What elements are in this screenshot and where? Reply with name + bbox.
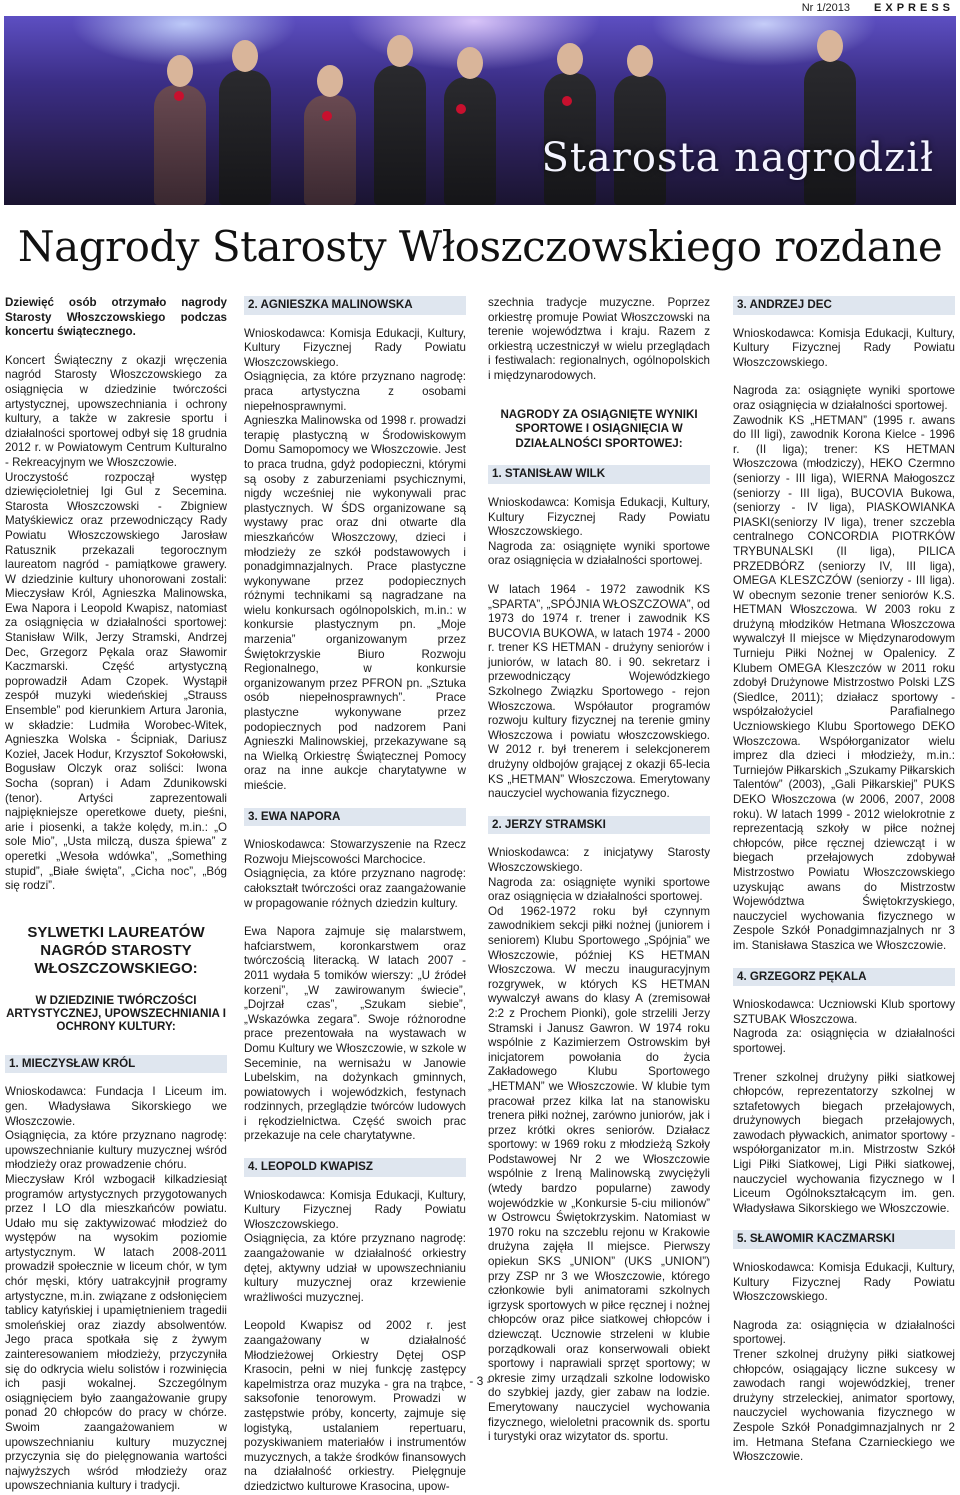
paragraph: Nagroda za: osiągnięcia w działalności sportowej.: [733, 1318, 955, 1347]
paragraph: Agnieszka Malinowska od 1998 r. prowadzi terapię plastyczną w Środowiskowym Domu Samopomocy we Włoszczowie. Jest to praca trudna, gdyż podopieczni, którymi są osoby z zaburzeniami psychicznymi, nigdy wcześniej nie wykonywali prac plastycznych. W ŚDS organizowane są wystawy prac oraz dni otwarte dla mieszkańców Włoszczowy, dzieci i młodzieży ze szkół podstawowych i ponadgimnazjalnych. Prace plastyczne wykonywane przez podopiecznych różnymi technikami są nagradzane na wielu konkursach ogólnopolskich, m.in.: w konkursie plastycznym pn. „Moje marzenia” organizowanym przez Świętokrzyskie Biuro Rozwoju Regionalnego, w konkursie organizowanym przez PFRON pn. „Sztuka osób niepełnosprawnych”. Prace plastyczne wykonywane przez podopiecznych pod nadzorem Pani Agnieszki Malinowskiej, przekazywane są na Wielką Orkiestrę Świątecznej Pomocy oraz na inne aukcje charytatywne w mieście.: [244, 414, 466, 792]
section-subheading: W DZIEDZINIE TWÓRCZOŚCI ARTYSTYCZNEJ, UPOWSZECHNIANIA I OCHRONY KULTURY:: [6, 993, 226, 1033]
laureate-heading: 5. SŁAWOMIR KACZMARSKI: [733, 1230, 955, 1249]
paragraph: Osiągnięcia, za które przyznano nagrodę: praca artystyczna z osobami niepełnosprawnymi.: [244, 370, 466, 413]
rose-icon: [456, 104, 466, 114]
paragraph: Wnioskodawca: Komisja Edukacji, Kultury, Kultury Fizycznej Rady Powiatu Włoszczowskiego.: [244, 326, 466, 369]
paragraph: Nagroda za: osiągnięte wyniki sportowe oraz osiągnięcia w działalności sportowej.: [488, 539, 710, 568]
paragraph: Wnioskodawca: z inicjatywy Starosty Włoszczowskiego.: [488, 846, 710, 874]
rose-icon: [562, 96, 572, 106]
laureate-heading: 1. STANISŁAW WILK: [488, 465, 710, 484]
laureate-figure: [154, 85, 206, 205]
paragraph: Wnioskodawca: Fundacja I Liceum im. gen. Władysława Sikorskiego we Włoszczowie.: [5, 1085, 227, 1128]
column-2: [244, 296, 466, 1495]
laureate-heading: 1. MIECZYSŁAW KRÓL: [5, 1055, 227, 1074]
article-title: Nagrody Starosty Włoszczowskiego rozdane: [17, 222, 943, 271]
brand-name: EXPRESS: [874, 2, 954, 14]
page-header: [0, 0, 960, 16]
paragraph: Wnioskodawca: Uczniowski Klub sportowy SZTUBAK Włoszczowa.: [733, 998, 955, 1026]
paragraph: Wnioskodawca: Komisja Edukacji, Kultury, Kultury Fizycznej Rady Powiatu Włoszczowskiego.: [244, 1188, 466, 1231]
laureate-heading: 4. LEOPOLD KWAPISZ: [244, 1158, 466, 1177]
paragraph: Leopold Kwapisz od 2002 r. jest zaangażowany w działalność Młodzieżowej Orkiestry Dętej OSP Krasocin, pełni w niej funkcję zastępcy kapelmistrza oraz muzyka - gra na trąbce, saksofonie tenorowym. Prowadzi w zastępstwie próby, koncerty, zajmuje się logistyką, ustalaniem repertuaru, pozyskiwaniem materiałów i instrumentów muzycznych, a także środków finansowych na działalność orkiestry. Pielęgnuje dziedzictwo kulturowe Krasocina, upow-: [244, 1319, 466, 1493]
laureate-figure: [804, 60, 856, 205]
paragraph: Wnioskodawca: Stowarzyszenie na Rzecz Rozwoju Miejscowości Marchocice.: [244, 838, 466, 866]
paragraph: Ewa Napora zajmuje się malarstwem, hafciarstwem, koronkarstwem oraz twórczością literacką. W latach 2007 - 2011 wydała 5 tomików wierszy: „U źródeł korzeni”, „W zawirowanym świecie”, „Dojrzał czas”, „Szukam siebie”, „Wskazówka zegara”. Swoje różnorodne prace prezentowała na wystawach w Domu Kultury we Włoszczowie, w szkole w Seceminie, na wernisażu w Janowie Lubelskim, na dożynkach gminnych, powiatowych i wojewódzkich, festynach rodzinnych, przeglądzie twórców ludowych i rękodzielnictwa. Część swoich prac przekazuje na cele charytatywne.: [244, 925, 466, 1143]
article-lead: Dziewięć osób otrzymało nagrody Starosty Włoszczowskiego podczas koncertu świątecznego.: [5, 296, 227, 339]
issue-number: Nr 1/2013: [801, 2, 850, 14]
paragraph: Od 1962-1972 roku był czynnym zawodnikiem sekcji piłki nożnej (juniorem i seniorem) Klubu Sportowego „Spójnia” we Włoszczowie, później KS HETMAN Włoszczowa. W meczu inauguracyjnym rozgrywek, w których KS HETMAN wywalczył awans do klasy A (zremisował 2:2 z Prochem Pionki), gole strzelili Jerzy Stramski i Janusz Gawron. W 1974 roku wspólnie z Kazimierzem Ostrowskim był inicjatorem powołania do życia Zakładowego Klubu Sportowego „HETMAN” we Włoszczowie. W klubie tym pracował przez kilka lat na stanowisku trenera piłki nożnej, zarówno juniorów, jak i przez krótki okres seniorów. Działacz sportowy: w 1969 roku z młodzieżą Szkoły Podstawowej Nr 2 we Włoszczowie wspólnie z Ireną Malinowską zwyciężyli (wtedy bardzo popularne) zawody wojewódzkie w „Konkursie 5-ciu milionów” w Ostrowcu Świętokrzyskim. Natomiast w 1970 roku na szczeblu rejonu w Krakowie drużyna zajęła II miejsce. Pierwszy opiekun SKS „UNION” (UKS „UNION”) przy ZSP nr 3 we Włoszczowie, którego członkowie byli animatorami szkolnych igrzysk sportowych w piłce ręcznej i nożnej chłopców oraz piłce siatkowej chłopców i dziewcząt. Ucznowie strzeleni w klubie porządkowali oraz konserwowali obiekt sportowy i naprawiali sprzęt sportowy; w okresie zimy urządzali szkolne lodowisko do szybkiej jazdy, gier zabaw na lodzie. Emerytowany nauczyciel wychowania fizycznego, wieloletni pracownik ds. sportu i turystyki oraz wizytator ds. sportu.: [488, 904, 710, 1444]
laureate-figure: [374, 65, 426, 205]
paragraph: Osiągnięcia, za które przyznano nagrodę: upowszechnianie kultury muzycznej wśród młodzieży oraz prowadzenie chóru.: [5, 1129, 227, 1172]
column-4: [733, 296, 955, 1465]
laureate-heading: 2. JERZY STRAMSKI: [488, 816, 710, 835]
laureate-heading: 3. EWA NAPORA: [244, 808, 466, 827]
section-heading: NAGRODY ZA OSIĄGNIĘTE WYNIKI SPORTOWE I OSIĄGNIĘCIA W DZIAŁALNOŚCI SPORTOWEJ:: [500, 407, 698, 450]
paragraph: Mieczysław Król wzbogacił kilkadziesiąt programów artystycznych przygotowanych przez I LO dla mieszkańców powiatu. Udało mu się zaktywizować młodzież do występów na wysokim poziomie artystycznym. W latach 2008-2011 prowadził społecznie w liceum chór, w tym chór męski, który uatrakcyjnił programy artystyczne, m.in. związane z odsłonięciem tablicy katyńskiej i upamiętnieniem tragedii smoleńskiej oraz ziazdy absolwentów. Jego praca spotkała się z żywym zainteresowaniem młodzieży, przyczyniła się do odkrycia wielu solistów i rozwinięcia ich pasji wokalnej. Szczególnym osiągnięciem było zaangażowanie grupy ponad 20 chłopców do pracy w chórze. Swoim zaangażowaniem w upowszechnianiu kultury muzycznej przyczynia się do pielęgnowania wartości najwyższych wśród młodzieży oraz upowszechniania kultury i tradycji.: [5, 1172, 227, 1493]
section-heading: SYLWETKI LAUREATÓW NAGRÓD STAROSTY WŁOSZCZOWSKIEGO:: [27, 923, 205, 977]
rose-icon: [174, 91, 184, 101]
paragraph: Osiągnięcia, za które przyznano nagrodę: zaangażowanie w działalność orkiestry dętej, aktywny udział w upowszechnianiu kultury muzycznej oraz krzewienie wrażliwości muzycznej.: [244, 1232, 466, 1304]
page-number: - 3 -: [469, 1374, 491, 1388]
laureate-figure: [444, 77, 496, 205]
column-3: [488, 296, 710, 1445]
paragraph: Zawodnik KS „HETMAN” (1995 r. awans do III ligi), zawodnik Korona Kielce - 1996 r. (II liga); trener: KS HETMAN Włoszczowa (młodziczy), HEKO Czermno (seniorzy - III liga), WIERNA Małogoszcz (seniorzy - III liga), BUCOVIA Bukowa, (seniorzy - IV liga), PIASKOWIANKA PIASKI(seniorzy IV liga), trener szczebla centralnego CONCORDIA PIOTRKÓW TRYBUNALSKI (II liga), PILICA PRZEDBÓRZ (seniorzy IV, III liga), OMEGA KLESZCZÓW (seniorzy - III liga). W obecnym sezonie trener seniorów K.S. HETMAN Włoszczowa. W 2003 roku z drużyną młodzików Hetmana Włoszczowa wywalczył II miejsce w Międzynarodowym Turnieju Piłki Nożnej w Opalenicy. Z Klubem OMEGA Kleszczów w 2011 roku zdobył Drużynowe Mistrzostwo Polski LZS (Siedlce, 2011); działacz sportowy - współzałożyciel Parafialnego Uczniowskiego Klubu Sportowego DEKO Włoszczowa. Współorganizator wielu imprez dla dzieci i młodzieży, m.in.: Turniejów Piłkarskich „Szukamy Piłkarskich Talentów” (2003), „Gali Piłkarskiej” PUKS DEKO Włoszczowa (w 2006, 2007, 2008 roku). W latach 1999 - 2012 wielokrotnie z reprezentacją szkoły w piłce nożnej chłopców, piłce ręcznej dziewcząt i w biegach przełajowych zdobywał Mistrzostwo Powiatu Włoszczowskiego uzyskując awans do Mistrzostw Województwa Świętokrzyskiego, nauczyciel wychowania fizycznego w Zespole Szkół Ponadgimnazjalnych nr 3 im. Stanisława Staszica we Włoszczowie.: [733, 413, 955, 952]
laureate-heading: 3. ANDRZEJ DEC: [733, 296, 955, 315]
laureate-figure: [219, 70, 271, 205]
paragraph: Koncert Świąteczny z okazji wręczenia nagród Starosty Włoszczowskiego za osiągnięcia w dziedzinie twórczości artystycznej, upowszechniania i ochrony kultury, a także w zakresie sportu i działalności sportowej odbył się 18 grudnia 2012 r. w Powiatowym Centrum Kulturalno - Rekreacyjnym we Włoszczowie.: [5, 353, 227, 469]
paragraph: Nagroda za: osiągnięte wyniki sportowe oraz osiągnięcia w działalności sportowej.: [733, 384, 955, 412]
paragraph: Nagroda za: osiągnięte wyniki sportowe oraz osiągnięcia w działalności sportowej.: [488, 875, 710, 904]
paragraph: szechnia tradycje muzyczne. Poprzez orkiestrę promuje Powiat Włoszczowski na terenie województwa i kraju. Razem z orkiestrą uczestniczył w wielu przeglądach i festiwalach: regionalnych, ogólnopolskich i międzynarodowych.: [488, 296, 710, 382]
paragraph: Wnioskodawca: Komisja Edukacji, Kultury, Kultury Fizycznej Rady Powiatu Włoszczowskiego.: [488, 495, 710, 539]
paragraph: Nagroda za: osiągnięcia w działalności sportowej.: [733, 1027, 955, 1055]
rose-icon: [322, 111, 332, 121]
award-ceremony-photo: [4, 16, 956, 205]
paragraph: Wnioskodawca: Komisja Edukacji, Kultury, Kultury Fizycznej Rady Powiatu Włoszczowskiego.: [733, 1261, 955, 1304]
laureate-heading: 2. AGNIESZKA MALINOWSKA: [244, 296, 466, 315]
paragraph: W latach 1964 - 1972 zawodnik KS „SPARTA”, „SPÓJNIA WŁOSZCZOWA”, od 1973 do 1974 r. trener i zawodnik KS BUCOVIA BUKOWA, w latach 1974 - 2000 r. trener KS HETMAN - drużyny seniorów i juniorów, w latach 80. i 90. sekretarz i przewodniczący Wojewódzkiego Szkolnego Związku Sportowego - rejon Włoszczowa. Współautor programów rozwoju kultury fizycznej na terenie gminy Włoszczowa i powiatu włoszczowskiego. W 2012 r. był trenerem i selekcjonerem drużyny oldbojów grającej z okazji 65-lecia KS „HETMAN” Włoszczowa. Emerytowany nauczyciel wychowania fizycznego.: [488, 582, 710, 801]
column-1: [5, 296, 227, 1494]
paragraph: Osiągnięcia, za które przyznano nagrodę: całokształt twórczości oraz zaangażowanie w propagowanie różnych dziedzin kultury.: [244, 867, 466, 910]
paragraph: Wnioskodawca: Komisja Edukacji, Kultury, Kultury Fizycznej Rady Powiatu Włoszczowskiego.: [733, 326, 955, 369]
photo-caption: Starosta nagrodził: [541, 135, 934, 181]
paragraph: Uroczystość rozpoczął występ dziewięcioletniej Igi Gul z Secemina. Starosta Włoszczowski - Zbigniew Matyśkiewicz oraz przewodniczący Rady Powiatu Włoszczowskiego Jarosław Ratusznik przekazali tegorocznym laureatom nagród - pamiątkowe grawery. W dziedzinie kultury uhonorowani zostali: Mieczysław Król, Agnieszka Malinowska, Ewa Napora i Leopold Kwapisz, natomiast za osiągnięcia w działalności sportowej: Stanisław Wilk, Jerzy Stramski, Andrzej Dec, Grzegorz Pękala oraz Sławomir Kaczmarski. Część artystyczną poprowadził Adam Czopek. Wystąpił zespół muzyki wiedeńskiej „Strauss Ensemble” pod kierunkiem Artura Jaronia, w składzie: Ludmiła Worobec-Witek, Agnieszka Wolska - Ścipniak, Dariusz Kozieł, Jacek Hodur, Krzysztof Sokołowski, Bogusław Olczyk oraz soliści: Iwona Socha (sopran) i Adam Zdunikowski (tenor). Artyści zaprezentowali najpiękniejsze operetkowe duety, pieśni, arie i piosenki, a także kolędy, m.in.: „O sole Mio”, „Usta milczą, dusza śpiewa” z operetki „Wesoła wdówka”, „Something stupid”, „Białe święta”, „Cicha noc”, „Bóg się rodzi”.: [5, 470, 227, 893]
paragraph: Trener szkolnej drużyny piłki siatkowej chłopców, reprezentatorzy szkolnej w sztafetowych biegach przełajowych, drużynowych biegach przełajowych, zawodach pływackich, animator sportowy - współorganizator m.in. Mistrzostw Szkół Ligi Piłki Siatkowej, Ligi Piłki siatkowej, nauczyciel wychowania fizycznego w I Liceum Ogólnokształcącym im. gen. Władysława Sikorskiego we Włoszczowie.: [733, 1070, 955, 1215]
paragraph: Trener szkolnej drużyny piłki siatkowej chłopców, osiągający liczne sukcesy w zawodach rangi wojewódzkiej, trener drużyny strzeleckiej, animator sportowy, nauczyciel wychowania fizycznego w Zespole Szkół Ponadgimnazjalnych nr 2 im. Hetmana Stefana Czarnieckiego we Włoszczowie.: [733, 1348, 955, 1464]
laureate-heading: 4. GRZEGORZ PĘKALA: [733, 968, 955, 987]
